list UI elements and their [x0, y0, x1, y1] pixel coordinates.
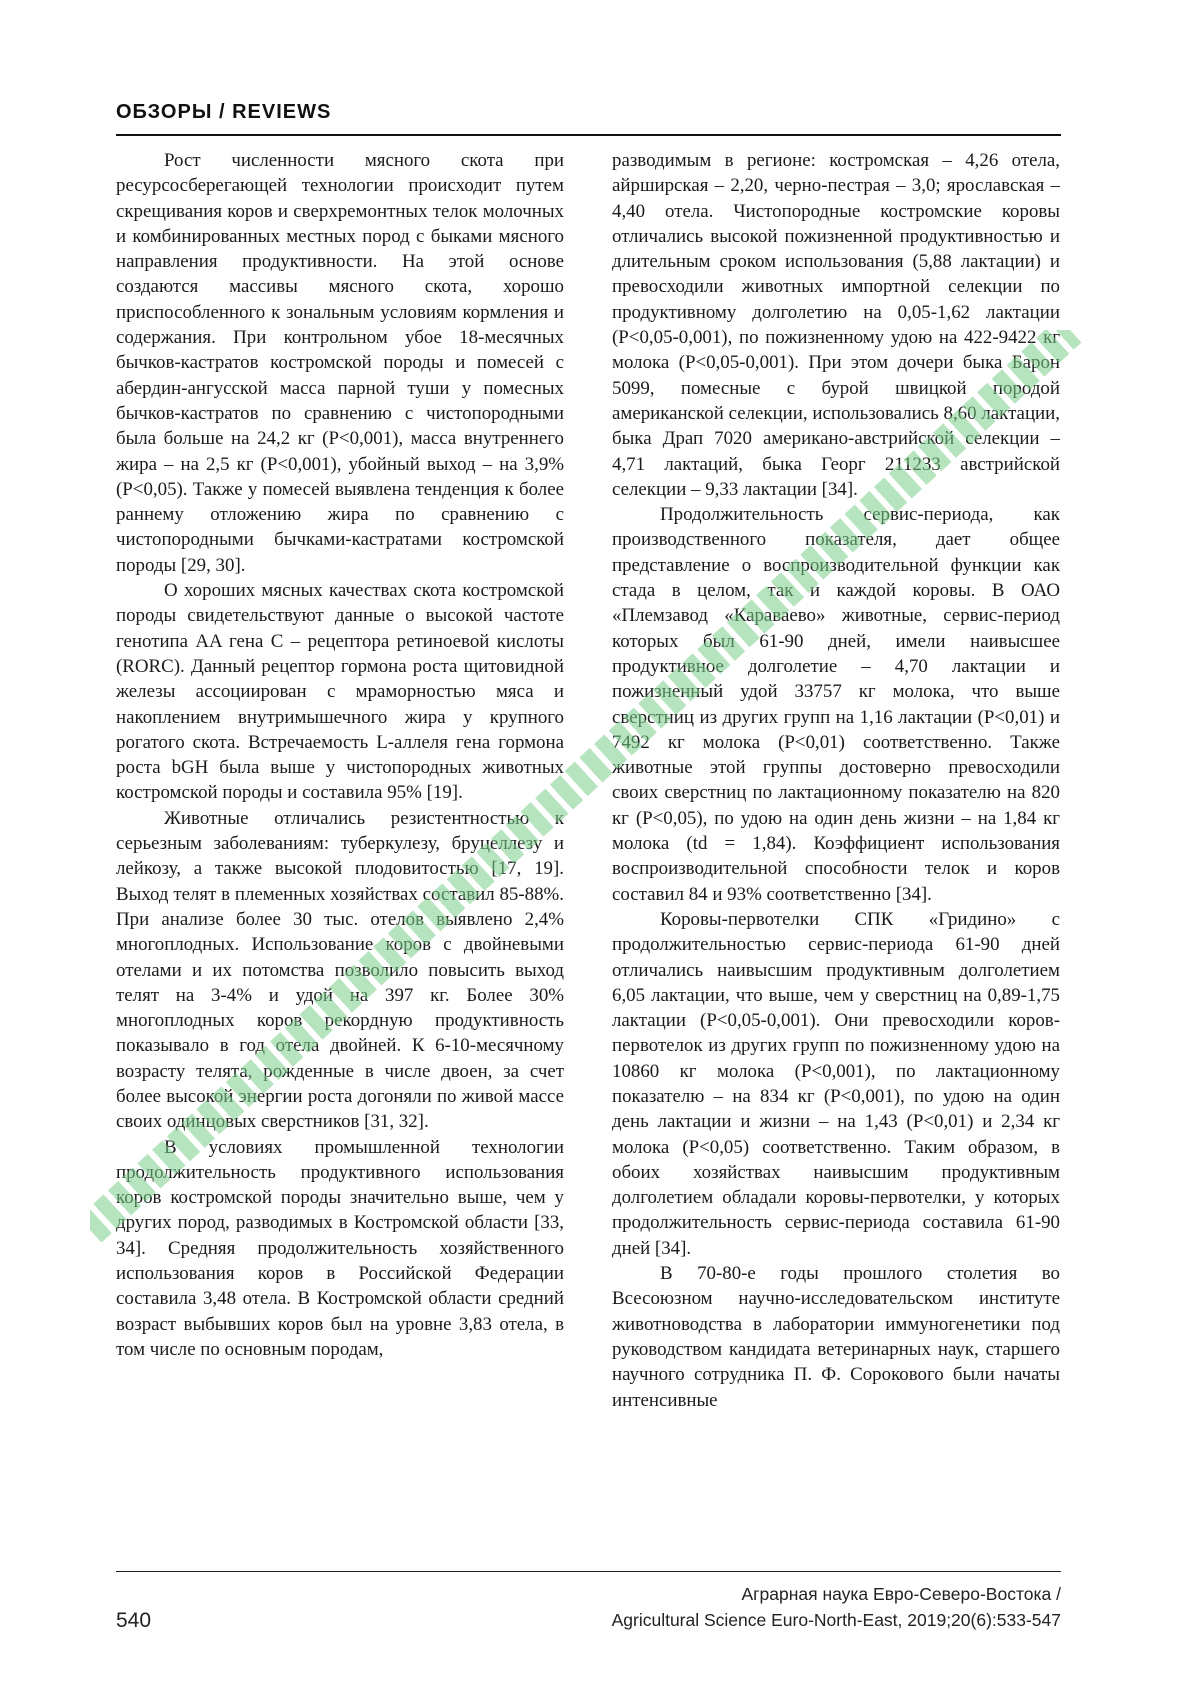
footer-rule: [116, 1571, 1061, 1572]
left-column: [116, 148, 564, 1362]
footer-journal-ru: Аграрная наука Евро-Северо-Востока /: [741, 1584, 1061, 1604]
page-number: 540: [116, 1609, 152, 1632]
header-rule: [116, 134, 1061, 136]
right-paragraph-2: Продолжительность сервис-периода, как производственного показателя, дает общее представление о воспроизводительной функции как стада в целом, так и каждой коровы. В ОАО «Племзавод «Караваево» животные, сервис-период которых был 61-90 дней, имели наивысшее продуктивное долголетие – 4,70 лактации и пожизненный удой 33757 кг молока, что выше сверстниц из других групп на 1,16 лактации (P<0,01) и 7492 кг молока (P<0,01) соответственно. Также животные этой группы достоверно превосходили своих сверстниц по лактационному показателю на 820 кг (P<0,05), по удою на один день жизни – на 1,84 кг молока (td = 1,84). Коэффициент использования воспроизводительной способности телок и коров составил 84 и 93% соответственно [34].: [612, 504, 1060, 905]
right-column: [612, 148, 1060, 1413]
footer-journal-citation: [612, 1581, 1061, 1633]
left-paragraph-3: Животные отличались резистентностью к серьезным заболеваниям: туберкулезу, бруцеллезу и лейкозу, а также высокой плодовитостью [17, 19]. Выход телят в племенных хозяйствах составил 85-88%. При анализе более 30 тыс. отелов выявлено 2,4% многоплодных. Использование коров с двойневыми отелами и их потомства позволило повысить выход телят на 3-4% и удой на 397 кг. Более 30% многоплодных коров рекордную продуктивность показывало в год отела двойней. К 6-10-месячному возрасту телята, рожденные в числе двоен, за счет более высокой энергии роста догоняли по живой массе своих одинцовых сверстников [31, 32].: [116, 807, 564, 1133]
left-paragraph-4: В условиях промышленной технологии продолжительность продуктивного использования коров костромской породы значительно выше, чем у других пород, разводимых в Костромской области [33, 34]. Средняя продолжительность хозяйственного использования коров в Российской Федерации составила 3,48 отела. В Костромской области средний возраст выбывших коров был на уровне 3,83 отела, в том числе по основным породам,: [116, 1136, 564, 1360]
right-paragraph-3: Коровы-первотелки СПК «Гридино» с продолжительностью сервис-периода 61-90 дней отличались наивысшим продуктивным долголетием 6,05 лактации, что выше, чем у сверстниц на 0,89-1,75 лактации (P<0,05-0,001). Они превосходили коров-первотелок из других групп по пожизненному удою на 10860 кг молока (P<0,001), по лактационному показателю – на 834 кг (P<0,001), по удою на один день лактации и жизни – на 1,43 (P<0,01) и 2,34 кг молока (P<0,05) соответственно. Таким образом, в обоих хозяйствах наивысшим продуктивным долголетием обладали коровы-первотелки, у которых продолжительность сервис-периода составила 61-90 дней [34].: [612, 908, 1060, 1259]
right-paragraph-4: В 70-80-е годы прошлого столетия во Всесоюзном научно-исследовательском институте животноводства в лаборатории иммуногенетики под руководством кандидата ветеринарных наук, старшего научного сотрудника П. Ф. Сорокового были начаты интенсивные: [612, 1263, 1060, 1411]
left-paragraph-2: О хороших мясных качествах скота костромской породы свидетельствуют данные о высокой частоте генотипа AA гена C – рецептора ретиноевой кислоты (RORC). Данный рецептор гормона роста щитовидной железы ассоциирован с мраморностью мяса и накоплением внутримышечного жира у крупного рогатого скота. Встречаемость L-аллеля гена гормона роста bGH была выше у чистопородных животных костромской породы и составила 95% [19].: [116, 580, 564, 804]
footer-journal-en: Agricultural Science Euro-North-East, 2019;20(6):533-547: [611, 1610, 1061, 1630]
right-paragraph-1: разводимым в регионе: костромская – 4,26 отела, айрширская – 2,20, черно-пестрая – 3,0; ярославская – 4,40 отела. Чистопородные костромские коровы отличались высокой пожизненной продуктивностью и длительным сроком использования (5,88 лактации) и превосходили животных импортной селекции по продуктивному долголетию на 0,05-1,62 лактации (P<0,05-0,001), по пожизненному удою на 422-9422 кг молока (P<0,05-0,001). При этом дочери быка Барон 5099, помесные с бурой швицкой породой американской селекции, использовались 8,60 лактации, быка Драп 7020 американо-австрийской селекции – 4,71 лактаций, быка Георг 211233 австрийской селекции – 9,33 лактации [34].: [612, 150, 1060, 500]
section-header: ОБЗОРЫ / REVIEWS: [116, 101, 332, 123]
left-paragraph-1: Рост численности мясного скота при ресурсосберегающей технологии происходит путем скрещивания коров и сверхремонтных телок молочных и комбинированных местных пород с быками мясного направления продуктивности. На этой основе создаются массивы мясного скота, хорошо приспособленного к зональным условиям кормления и содержания. При контрольном убое 18-месячных бычков-кастратов костромской породы и помесей с абердин-ангусской масса парной туши у помесных бычков-кастратов по сравнению с чистопородными была больше на 24,2 кг (P<0,001), масса внутреннего жира – на 2,5 кг (P<0,001), убойный выход – на 3,9% (P<0,05). Также у помесей выявлена тенденция к более раннему отложению жира по сравнению с чистопородными бычками-кастратами костромской породы [29, 30].: [116, 150, 564, 576]
